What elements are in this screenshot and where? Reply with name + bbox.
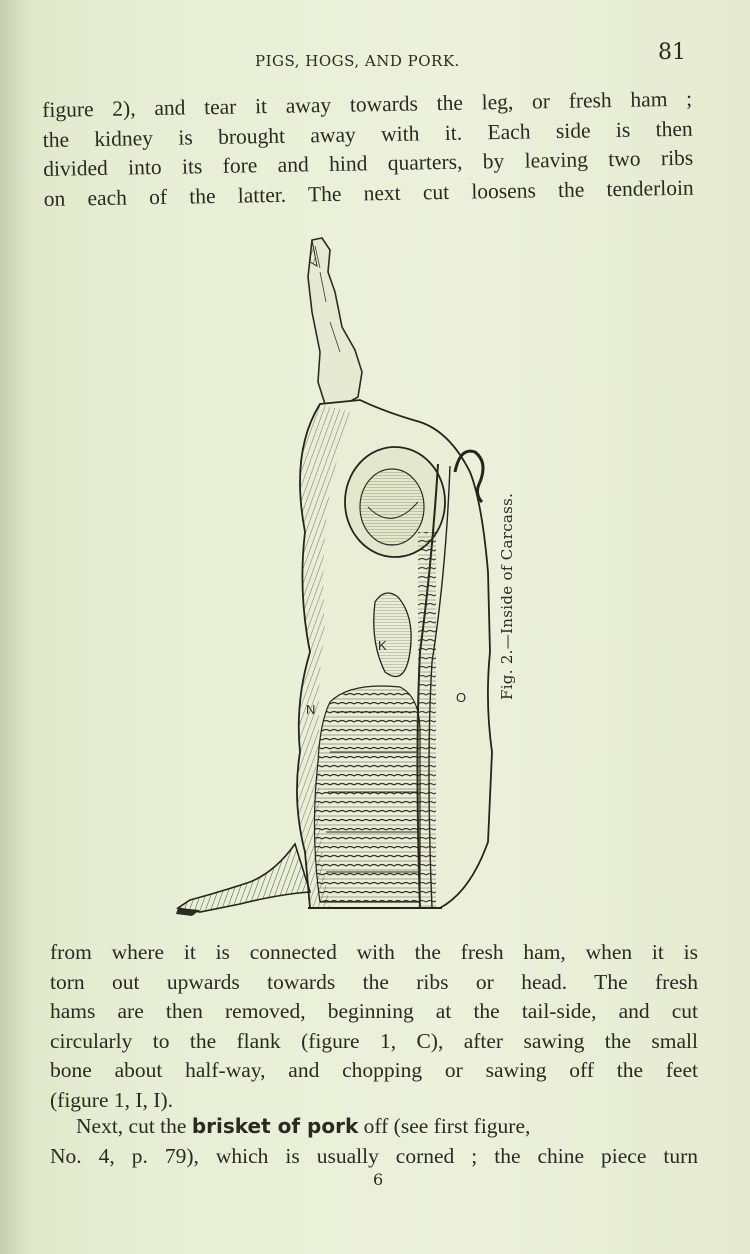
signature-mark: 6 <box>373 1170 384 1189</box>
text-fragment: off (see first figure, <box>358 1114 531 1138</box>
paragraph-middle <box>50 938 698 1115</box>
text-fragment: Next, cut the <box>76 1114 192 1138</box>
text-line: figure 2), and tear it away towards the leg, or fresh ham ; <box>42 86 693 122</box>
figure-caption: Fig. 2.—Inside of Carcass. <box>498 492 516 700</box>
paragraph-bottom <box>50 1112 698 1171</box>
text-line: on each of the latter. The next cut loosens the tenderloin <box>43 175 694 211</box>
bold-term-brisket: brisket of pork <box>191 1114 359 1138</box>
text-line: bone about half-way, and chopping or sawing off the feet <box>50 1058 698 1082</box>
running-title: PIGS, HOGS, AND PORK. <box>255 52 460 70</box>
text-line: torn out upwards towards the ribs or head. The fresh <box>50 969 698 994</box>
text-line: circularly to the flank (figure 1, C), after sawing the small <box>50 1028 698 1053</box>
text-line: divided into its fore and hind quarters, by leaving two ribs <box>43 145 694 181</box>
text-line <box>50 1112 698 1142</box>
page-number: 81 <box>658 40 686 65</box>
paragraph-top <box>42 85 694 214</box>
text-line: from where it is connected with the fresh ham, when it is <box>50 940 698 964</box>
carcass-illustration <box>170 232 530 922</box>
text-line: the kidney is brought away with it. Each side is then <box>42 116 693 152</box>
text-line: No. 4, p. 79), which is usually corned ; the chine piece turn <box>50 1143 698 1168</box>
text-line: (figure 1, I, I). <box>50 1087 173 1112</box>
figure-label-o: O <box>456 690 467 705</box>
figure-label-k: K <box>378 638 387 653</box>
text-line: hams are then removed, beginning at the tail-side, and cut <box>50 999 698 1023</box>
carcass-engraving <box>170 232 530 922</box>
page-gutter-shadow <box>0 0 30 1254</box>
figure-label-n: N <box>306 702 316 717</box>
